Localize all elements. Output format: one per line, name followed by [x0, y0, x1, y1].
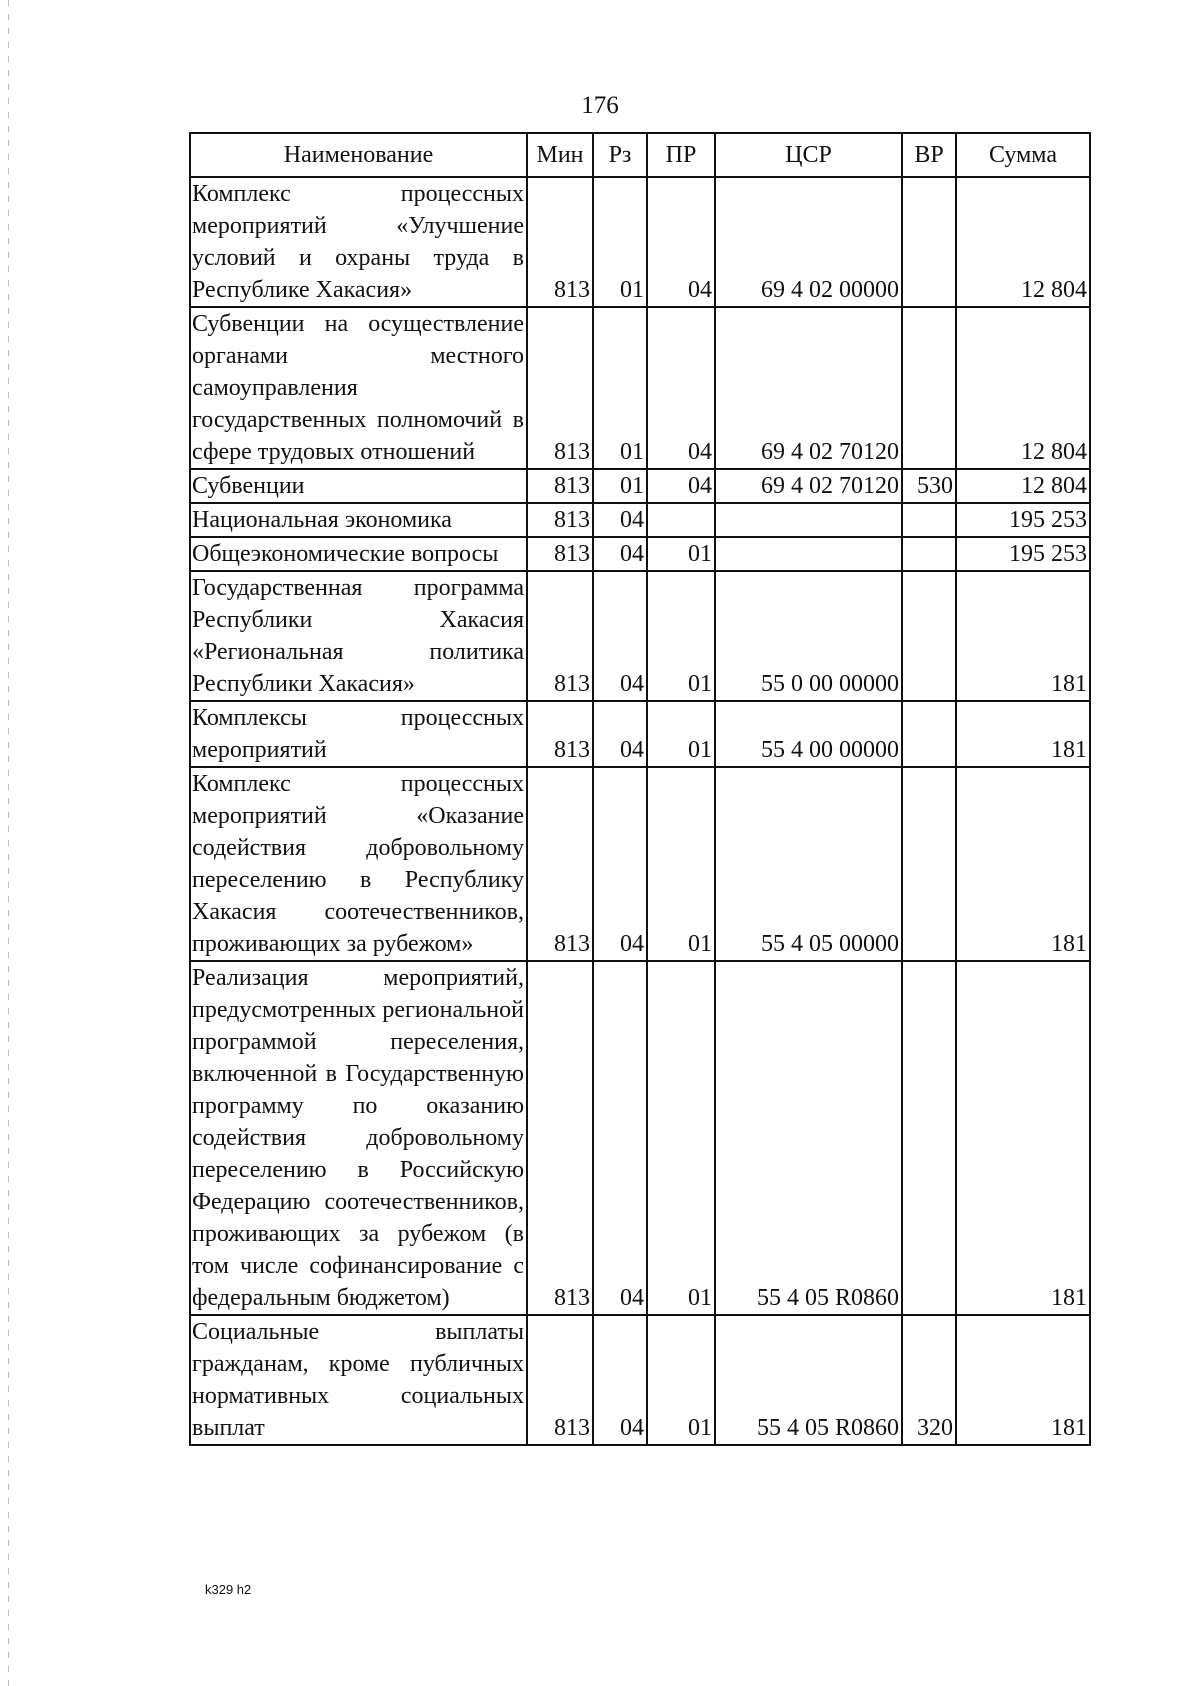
row-csr: 55 4 05 R0860 [715, 1315, 902, 1445]
row-rz: 04 [593, 961, 647, 1315]
row-name: Общеэкономические вопросы [190, 537, 527, 571]
table-row [190, 307, 1090, 469]
row-name: Социальные выплаты гражданам, кроме публичных нормативных социальных выплат [190, 1315, 527, 1445]
row-csr: 55 4 05 R0860 [715, 961, 902, 1315]
row-csr: 55 0 00 00000 [715, 571, 902, 701]
table-row [190, 961, 1090, 1315]
row-name: Комплекс процессных мероприятий «Оказание содействия добровольному переселению в Республику Хакасия соотечественников, проживающих за рубежом» [190, 767, 527, 961]
row-sum: 181 [956, 701, 1090, 767]
row-vr: 530 [902, 469, 956, 503]
row-name: Субвенции [190, 469, 527, 503]
row-csr [715, 537, 902, 571]
row-csr: 55 4 00 00000 [715, 701, 902, 767]
row-min: 813 [527, 701, 593, 767]
table-row [190, 469, 1090, 503]
row-vr [902, 767, 956, 961]
row-min: 813 [527, 503, 593, 537]
row-vr [902, 571, 956, 701]
table-row [190, 767, 1090, 961]
row-vr [902, 537, 956, 571]
row-sum: 195 253 [956, 503, 1090, 537]
row-vr: 320 [902, 1315, 956, 1445]
row-pr: 04 [647, 177, 715, 307]
header-min: Мин [527, 133, 593, 177]
row-rz: 01 [593, 307, 647, 469]
row-name: Государственная программа Республики Хакасия «Региональная политика Республики Хакасия» [190, 571, 527, 701]
table-row [190, 701, 1090, 767]
row-vr [902, 961, 956, 1315]
row-sum: 12 804 [956, 307, 1090, 469]
row-pr: 01 [647, 1315, 715, 1445]
header-pr: ПР [647, 133, 715, 177]
row-min: 813 [527, 177, 593, 307]
row-pr: 01 [647, 767, 715, 961]
row-rz: 04 [593, 503, 647, 537]
row-rz: 01 [593, 177, 647, 307]
row-pr: 01 [647, 537, 715, 571]
row-pr: 04 [647, 307, 715, 469]
table-row [190, 1315, 1090, 1445]
row-sum: 181 [956, 571, 1090, 701]
row-min: 813 [527, 1315, 593, 1445]
footer-code: k329 h2 [205, 1582, 252, 1597]
row-sum: 181 [956, 1315, 1090, 1445]
row-rz: 04 [593, 537, 647, 571]
row-min: 813 [527, 571, 593, 701]
row-pr: 01 [647, 961, 715, 1315]
row-rz: 01 [593, 469, 647, 503]
table-row [190, 177, 1090, 307]
row-name: Комплекс процессных мероприятий «Улучшение условий и охраны труда в Республике Хакасия» [190, 177, 527, 307]
row-pr [647, 503, 715, 537]
header-name: Наименование [190, 133, 527, 177]
row-vr [902, 307, 956, 469]
table-row [190, 537, 1090, 571]
row-name: Национальная экономика [190, 503, 527, 537]
row-rz: 04 [593, 571, 647, 701]
row-csr [715, 503, 902, 537]
row-pr: 01 [647, 571, 715, 701]
row-rz: 04 [593, 701, 647, 767]
row-name: Субвенции на осуществление органами местного самоуправления государственных полномочий в сфере трудовых отношений [190, 307, 527, 469]
row-min: 813 [527, 961, 593, 1315]
row-sum: 181 [956, 767, 1090, 961]
row-vr [902, 177, 956, 307]
row-name: Реализация мероприятий, предусмотренных региональной программой переселения, включенной в Государственную программу по оказанию содействия добровольному переселению в Российскую Федерацию соотечественников, проживающих за рубежом (в том числе софинансирование с федеральным бюджетом) [190, 961, 527, 1315]
row-sum: 12 804 [956, 469, 1090, 503]
row-pr: 04 [647, 469, 715, 503]
header-rz: Рз [593, 133, 647, 177]
header-vr: ВР [902, 133, 956, 177]
row-rz: 04 [593, 1315, 647, 1445]
row-vr [902, 701, 956, 767]
row-sum: 12 804 [956, 177, 1090, 307]
row-csr: 69 4 02 00000 [715, 177, 902, 307]
row-csr: 69 4 02 70120 [715, 307, 902, 469]
row-name: Комплексы процессных мероприятий [190, 701, 527, 767]
row-pr: 01 [647, 701, 715, 767]
header-csr: ЦСР [715, 133, 902, 177]
page-number: 176 [581, 92, 619, 119]
row-min: 813 [527, 537, 593, 571]
scan-edge-artifact [8, 0, 9, 1686]
row-min: 813 [527, 469, 593, 503]
budget-table [189, 132, 1091, 1446]
row-min: 813 [527, 767, 593, 961]
row-sum: 195 253 [956, 537, 1090, 571]
table-row [190, 503, 1090, 537]
row-sum: 181 [956, 961, 1090, 1315]
table-header-row [190, 133, 1090, 177]
row-csr: 69 4 02 70120 [715, 469, 902, 503]
row-csr: 55 4 05 00000 [715, 767, 902, 961]
header-sum: Сумма [956, 133, 1090, 177]
table-row [190, 571, 1090, 701]
row-min: 813 [527, 307, 593, 469]
row-rz: 04 [593, 767, 647, 961]
row-vr [902, 503, 956, 537]
